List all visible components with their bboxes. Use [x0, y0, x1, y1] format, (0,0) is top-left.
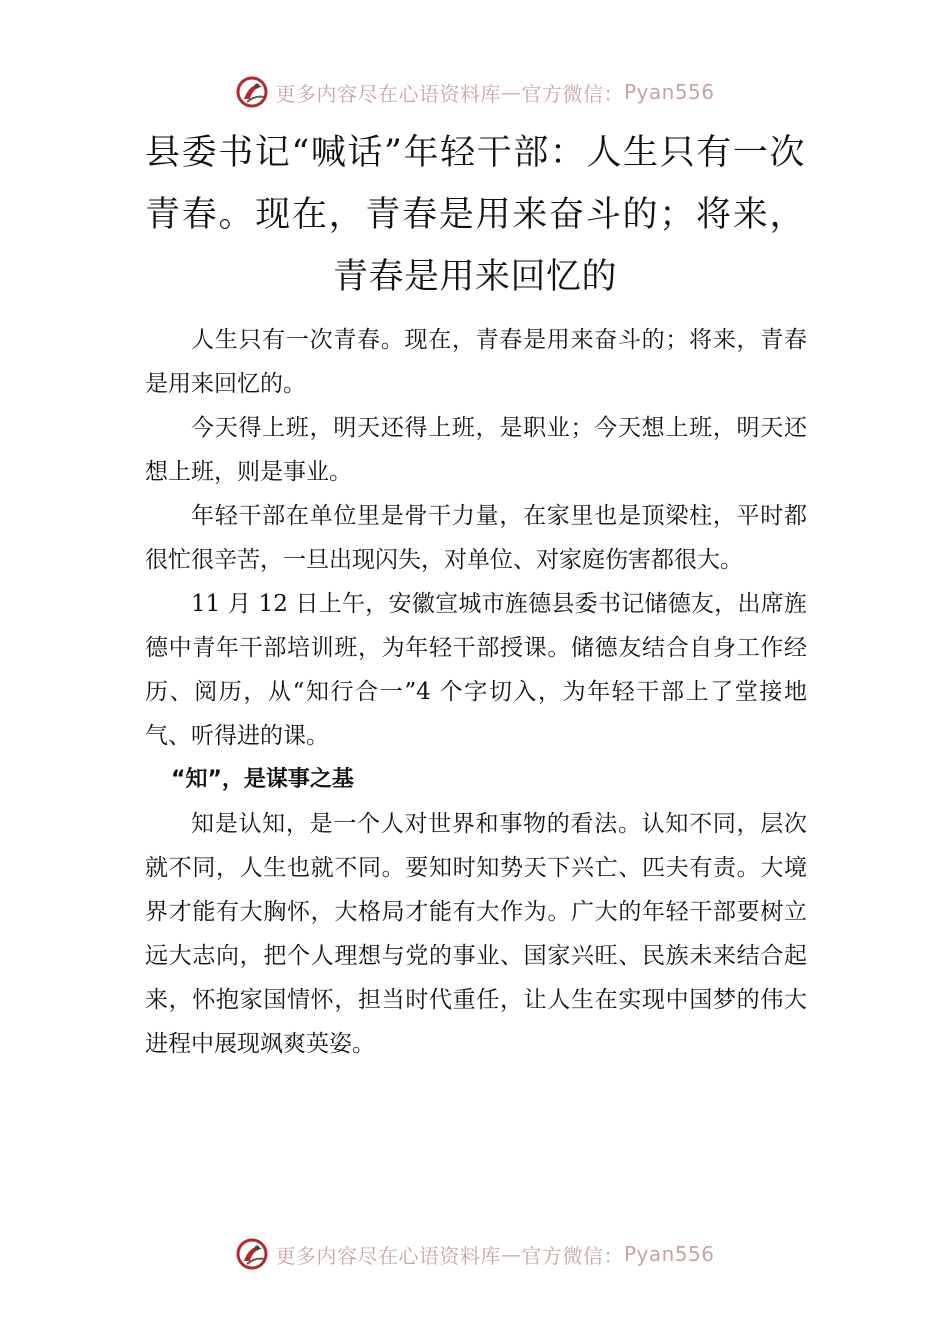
red-swirl-logo-icon	[235, 1237, 269, 1271]
paragraph-2: 今天得上班，明天还得上班，是职业；今天想上班，明天还想上班，则是事业。	[145, 415, 807, 485]
watermark-label: 官方微信：	[521, 81, 624, 106]
footer-watermark	[0, 1234, 950, 1274]
paragraph-4: 11 月 12 日上午，安徽宣城市旌德县委书记储德友，出席旌德中青年干部培训班，为年轻干部授课。储德友结合自身工作经历、阅历，从“知行合一”4 个字切入，为年轻干部上了堂接地气、听得进的课。	[145, 591, 807, 749]
watermark-label: 官方微信：	[521, 1243, 624, 1268]
paragraph-1: 人生只有一次青春。现在，青春是用来奋斗的；将来，青春是用来回忆的。	[145, 327, 807, 397]
watermark-dash: —	[500, 80, 522, 104]
watermark-brand: 更多内容尽在心语资料库	[275, 81, 501, 106]
red-swirl-logo-icon	[235, 75, 269, 109]
page-title: 县委书记“喊话”年轻干部：人生只有一次青春。现在，青春是用来奋斗的；将来，青春是用来回忆的	[145, 133, 805, 297]
watermark-wechat-id: Pyan556	[623, 1242, 715, 1266]
header-watermark	[0, 72, 950, 112]
section-heading: “知”，是谋事之基	[171, 767, 354, 792]
watermark-dash: —	[500, 1242, 522, 1266]
watermark-brand: 更多内容尽在心语资料库	[275, 1243, 501, 1268]
watermark-wechat-id: Pyan556	[623, 80, 715, 104]
article-body	[145, 318, 807, 1066]
section-paragraph-1: 知是认知，是一个人对世界和事物的看法。认知不同，层次就不同，人生也就不同。要知时知势天下兴亡、匹夫有责。大境界才能有大胸怀，大格局才能有大作为。广大的年轻干部要树立远大志向，把个人理想与党的事业、国家兴旺、民族未来结合起来，怀抱家国情怀，担当时代重任，让人生在实现中国梦的伟大进程中展现飒爽英姿。	[145, 811, 807, 1057]
paragraph-3: 年轻干部在单位里是骨干力量，在家里也是顶梁柱，平时都很忙很辛苦，一旦出现闪失，对单位、对家庭伤害都很大。	[145, 503, 807, 573]
